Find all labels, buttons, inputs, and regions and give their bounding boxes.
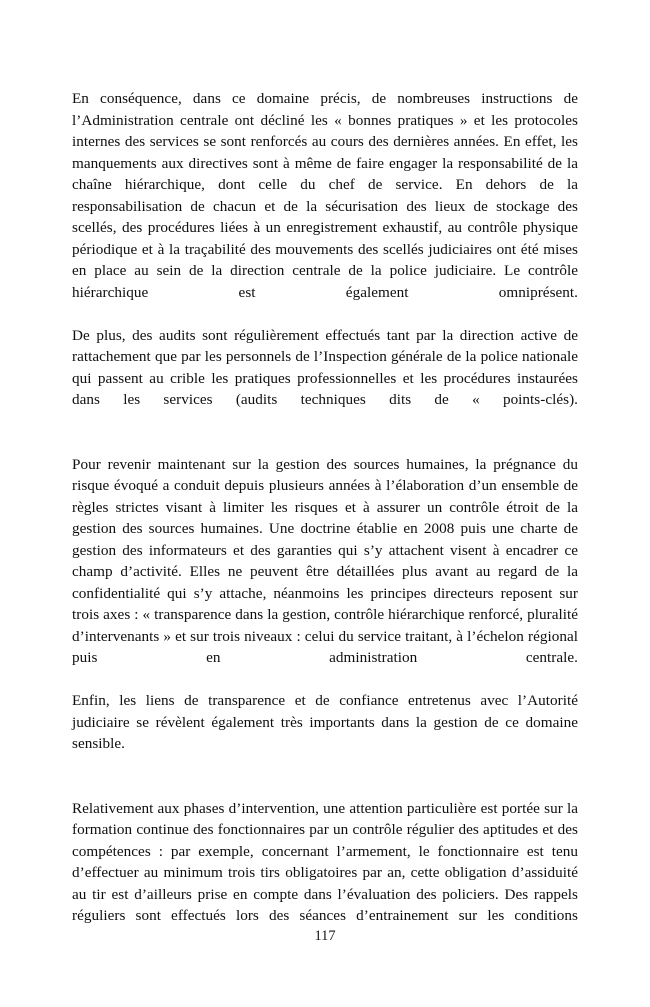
paragraph: Relativement aux phases d’intervention, une attention particulière est portée sur la formation continue des fonctionnaires par un contrôle régulier des aptitudes et des compétences : par exemple, concernant l’armement, le fonctionnaire est tenu d’effectuer au minimum trois tirs obligatoires par an, cette obligation d’assiduité au tir est d’ailleurs prise en compte dans l’évaluation des policiers. Des rappels réguliers sont effectués lors des séances d’entrainement sur les conditions — [72, 799, 578, 924]
paragraph-block — [72, 798, 578, 949]
paragraph: Enfin, les liens de transparence et de confiance entretenus avec l’Autorité judiciaire se révèlent également très importants dans la gestion de ce domaine sensible. — [72, 692, 578, 752]
paragraph-block — [72, 88, 578, 432]
page-number: 117 — [314, 928, 336, 944]
paragraph: De plus, des audits sont régulièrement effectués tant par la direction active de rattachement que par les personnels de l’Inspection générale de la police nationale qui passent au crible les pratiques professionnelles et les procédures instaurées dans les services (audits techniques dits de « points-clés). — [72, 326, 578, 408]
paragraph: Pour revenir maintenant sur la gestion des sources humaines, la prégnance du risque évoqué a conduit depuis plusieurs années à l’élaboration d’un ensemble de règles strictes visant à limiter les risques et à assurer un contrôle étroit de la gestion des sources humaines. Une doctrine établie en 2008 puis une charte de gestion des informateurs et des garanties qui s’y attachent visent à encadrer ce champ d’activité. Elles ne peuvent être détaillées plus avant au regard de la confidentialité qui s’y attache, néanmoins les principes directeurs reposent sur trois axes : « transparence dans la gestion, contrôle hiérarchique renforcé, pluralité d’intervenants » et sur trois niveaux : celui du service traitant, à l’échelon régional puis en administration centrale. — [72, 455, 578, 666]
paragraph-block — [72, 454, 578, 777]
body-text-column — [72, 88, 578, 948]
paragraph: En conséquence, dans ce domaine précis, de nombreuses instructions de l’Administration centrale ont décliné les « bonnes pratiques » et les protocoles internes des services se sont renforcés au cours des dernières années. En effet, les manquements aux directives sont à même de faire engager la responsabilité de la chaîne hiérarchique, dont celle du chef de service. En dehors de la responsabilisation de chacun et de la sécurisation des lieux de stockage des scellés, des procédures liées à un enregistrement exhaustif, au contrôle physique périodique et à la traçabilité des mouvements des scellés judiciaires ont été mises en place au sein de la direction centrale de la police judiciaire. Le contrôle hiérarchique est également omniprésent. — [72, 90, 578, 301]
